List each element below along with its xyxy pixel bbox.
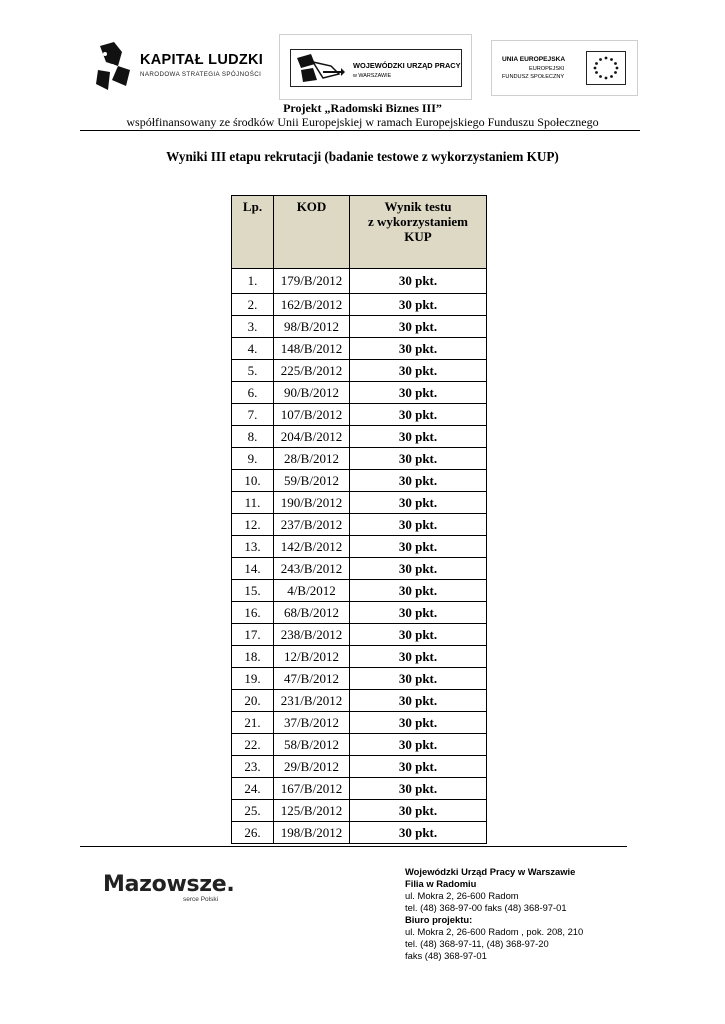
row-wynik: 30 pkt. — [350, 426, 487, 448]
row-lp: 24. — [232, 778, 274, 800]
table-row — [232, 382, 487, 404]
project-title: Projekt „Radomski Biznes III” — [283, 101, 442, 115]
footer-project-address: ul. Mokra 2, 26-600 Radom , pok. 208, 210 — [405, 926, 584, 937]
row-lp: 19. — [232, 668, 274, 690]
row-wynik: 30 pkt. — [350, 624, 487, 646]
row-kod: 142/B/2012 — [274, 536, 350, 558]
header-lp: Lp. — [232, 196, 274, 269]
row-lp: 8. — [232, 426, 274, 448]
row-kod: 225/B/2012 — [274, 360, 350, 382]
row-lp: 4. — [232, 338, 274, 360]
footer-project-phone: tel. (48) 368-97-11, (48) 368-97-20 — [405, 938, 549, 949]
row-wynik: 30 pkt. — [350, 646, 487, 668]
row-lp: 9. — [232, 448, 274, 470]
row-kod: 238/B/2012 — [274, 624, 350, 646]
row-kod: 243/B/2012 — [274, 558, 350, 580]
eu-flag-icon — [586, 51, 626, 85]
table-row — [232, 470, 487, 492]
row-wynik: 30 pkt. — [350, 294, 487, 316]
row-wynik: 30 pkt. — [350, 382, 487, 404]
row-wynik: 30 pkt. — [350, 778, 487, 800]
row-kod: 162/B/2012 — [274, 294, 350, 316]
row-lp: 20. — [232, 690, 274, 712]
row-wynik: 30 pkt. — [350, 316, 487, 338]
kapital-ludzki-subtitle: NARODOWA STRATEGIA SPÓJNOŚCI — [140, 71, 262, 78]
wup-logo-frame — [290, 49, 462, 87]
table-row — [232, 712, 487, 734]
table-row — [232, 338, 487, 360]
table-row — [232, 536, 487, 558]
footer-branch: Filia w Radomiu — [405, 878, 477, 889]
row-kod: 107/B/2012 — [274, 404, 350, 426]
row-kod: 204/B/2012 — [274, 426, 350, 448]
row-lp: 17. — [232, 624, 274, 646]
kapital-ludzki-emblem-icon — [92, 40, 136, 96]
row-lp: 25. — [232, 800, 274, 822]
row-wynik: 30 pkt. — [350, 514, 487, 536]
wup-logo — [279, 34, 472, 100]
table-row — [232, 448, 487, 470]
footer-phone: tel. (48) 368-97-00 faks (48) 368-97-01 — [405, 902, 567, 913]
row-kod: 98/B/2012 — [274, 316, 350, 338]
row-kod: 237/B/2012 — [274, 514, 350, 536]
row-lp: 16. — [232, 602, 274, 624]
row-wynik: 30 pkt. — [350, 822, 487, 844]
row-lp: 10. — [232, 470, 274, 492]
row-lp: 1. — [232, 269, 274, 294]
table-header-row — [232, 196, 487, 269]
header-wynik-line1: Wynik testu — [384, 199, 452, 214]
results-table — [231, 195, 487, 844]
table-row — [232, 734, 487, 756]
eu-logo-line1: UNIA EUROPEJSKA — [502, 56, 566, 63]
row-lp: 3. — [232, 316, 274, 338]
row-lp: 11. — [232, 492, 274, 514]
eu-logo — [491, 40, 638, 96]
row-kod: 59/B/2012 — [274, 470, 350, 492]
row-wynik: 30 pkt. — [350, 338, 487, 360]
row-kod: 125/B/2012 — [274, 800, 350, 822]
table-row — [232, 778, 487, 800]
footer-project-fax: faks (48) 368-97-01 — [405, 950, 487, 961]
mazowsze-logo: Mazowsze. — [103, 872, 235, 897]
row-wynik: 30 pkt. — [350, 734, 487, 756]
row-kod: 29/B/2012 — [274, 756, 350, 778]
row-wynik: 30 pkt. — [350, 470, 487, 492]
table-row — [232, 558, 487, 580]
table-row — [232, 426, 487, 448]
row-lp: 2. — [232, 294, 274, 316]
row-wynik: 30 pkt. — [350, 800, 487, 822]
row-lp: 7. — [232, 404, 274, 426]
table-row — [232, 822, 487, 844]
wup-subtitle: w WARSZAWIE — [353, 73, 392, 79]
row-wynik: 30 pkt. — [350, 690, 487, 712]
table-row — [232, 360, 487, 382]
row-lp: 26. — [232, 822, 274, 844]
row-wynik: 30 pkt. — [350, 668, 487, 690]
row-kod: 58/B/2012 — [274, 734, 350, 756]
table-row — [232, 668, 487, 690]
table-row — [232, 602, 487, 624]
eu-logo-line3: FUNDUSZ SPOŁECZNY — [502, 74, 565, 80]
footer-address: ul. Mokra 2, 26-600 Radom — [405, 890, 519, 901]
table-row — [232, 690, 487, 712]
row-wynik: 30 pkt. — [350, 448, 487, 470]
row-wynik: 30 pkt. — [350, 580, 487, 602]
header-divider — [80, 130, 640, 131]
row-lp: 22. — [232, 734, 274, 756]
row-kod: 37/B/2012 — [274, 712, 350, 734]
footer-office-name: Wojewódzki Urząd Pracy w Warszawie — [405, 866, 576, 877]
header-wynik-line2: z wykorzystaniem — [367, 214, 468, 229]
results-title: Wyniki III etapu rekrutacji (badanie testowe z wykorzystaniem KUP) — [166, 149, 559, 164]
row-kod: 198/B/2012 — [274, 822, 350, 844]
row-wynik: 30 pkt. — [350, 360, 487, 382]
row-kod: 47/B/2012 — [274, 668, 350, 690]
header-kod: KOD — [274, 196, 350, 269]
project-subtitle: współfinansowany ze środków Unii Europejskiej w ramach Europejskiego Funduszu Społecznego — [126, 115, 599, 129]
footer-project-office-label: Biuro projektu: — [405, 914, 473, 925]
row-lp: 5. — [232, 360, 274, 382]
row-wynik: 30 pkt. — [350, 536, 487, 558]
table-row — [232, 646, 487, 668]
footer-divider — [80, 846, 627, 847]
row-kod: 90/B/2012 — [274, 382, 350, 404]
row-kod: 4/B/2012 — [274, 580, 350, 602]
eu-logo-line2: EUROPEJSKI — [529, 66, 565, 72]
wup-arrow-icon — [293, 50, 345, 86]
row-wynik: 30 pkt. — [350, 558, 487, 580]
row-lp: 23. — [232, 756, 274, 778]
table-row — [232, 404, 487, 426]
row-lp: 15. — [232, 580, 274, 602]
row-kod: 68/B/2012 — [274, 602, 350, 624]
row-wynik: 30 pkt. — [350, 404, 487, 426]
table-row — [232, 514, 487, 536]
row-wynik: 30 pkt. — [350, 756, 487, 778]
row-lp: 21. — [232, 712, 274, 734]
row-lp: 13. — [232, 536, 274, 558]
kapital-ludzki-title: KAPITAŁ LUDZKI — [140, 52, 264, 68]
row-kod: 179/B/2012 — [274, 269, 350, 294]
row-wynik: 30 pkt. — [350, 269, 487, 294]
row-wynik: 30 pkt. — [350, 712, 487, 734]
footer-contact — [405, 866, 583, 962]
kapital-ludzki-logo — [92, 40, 272, 96]
row-kod: 231/B/2012 — [274, 690, 350, 712]
table-row — [232, 800, 487, 822]
row-kod: 12/B/2012 — [274, 646, 350, 668]
table-row — [232, 269, 487, 294]
row-wynik: 30 pkt. — [350, 602, 487, 624]
row-lp: 12. — [232, 514, 274, 536]
mazowsze-tagline: serce Polski — [183, 896, 219, 903]
row-kod: 167/B/2012 — [274, 778, 350, 800]
row-lp: 18. — [232, 646, 274, 668]
table-row — [232, 624, 487, 646]
row-lp: 14. — [232, 558, 274, 580]
table-row — [232, 580, 487, 602]
table-row — [232, 756, 487, 778]
row-wynik: 30 pkt. — [350, 492, 487, 514]
row-kod: 148/B/2012 — [274, 338, 350, 360]
table-row — [232, 316, 487, 338]
wup-title: WOJEWÓDZKI URZĄD PRACY — [353, 61, 461, 70]
row-kod: 28/B/2012 — [274, 448, 350, 470]
table-row — [232, 294, 487, 316]
row-lp: 6. — [232, 382, 274, 404]
header-wynik-line3: KUP — [404, 229, 432, 244]
table-row — [232, 492, 487, 514]
row-kod: 190/B/2012 — [274, 492, 350, 514]
header-wynik — [350, 196, 487, 269]
